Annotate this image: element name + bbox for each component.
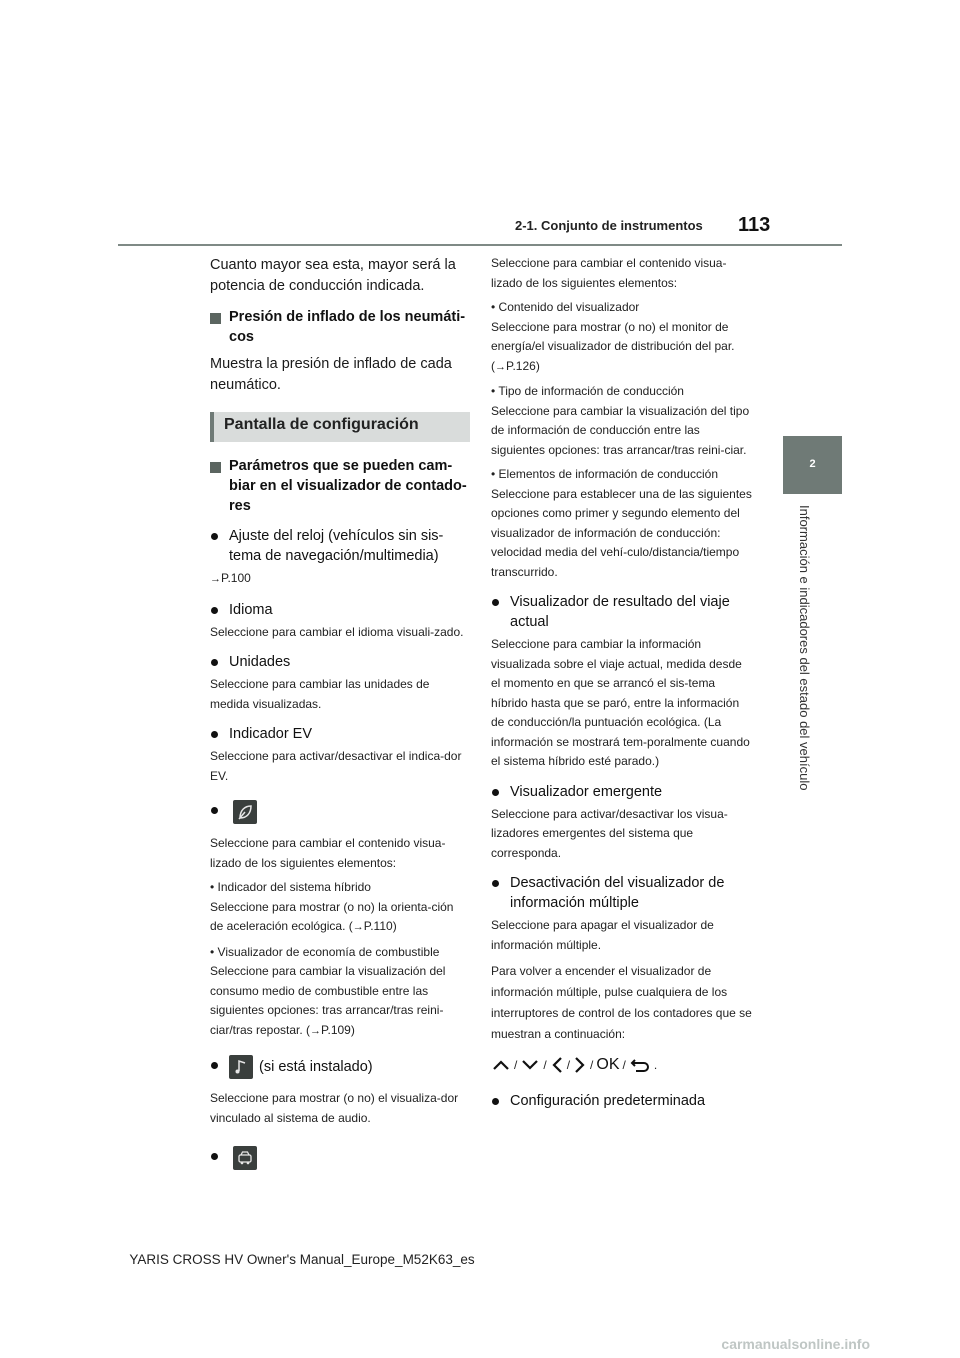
chapter-number: 2: [809, 458, 816, 470]
driving-info-items-text: Seleccione para establecer una de las siguientes opciones como primer y segundo elemento del visualizador de información de conducción: velocidad media del vehí-culo/distancia/tiempo transcurrido.: [491, 486, 752, 579]
config-section-box: [210, 412, 470, 442]
tire-pressure-text: Muestra la presión de inflado de cada neumático.: [210, 356, 452, 393]
clock-ref-page[interactable]: P.100: [221, 571, 251, 585]
display-content-body: Seleccione para mostrar (o no) el monitor de energía/el visualizador de distribución del par. (: [491, 319, 735, 373]
params-heading: Parámetros que se pueden cam-biar en el visualizador de contado-res: [210, 456, 470, 516]
music-note-icon: [229, 1055, 253, 1079]
clock-heading: Ajuste del reloj (vehículos sin sis-tema de navegación/multimedia): [210, 526, 470, 566]
popup-text: Seleccione para activar/desactivar los visua-lizadores emergentes del sistema que corresponda.: [491, 806, 728, 860]
ok-key-label: OK: [596, 1056, 620, 1073]
key-separator: /: [622, 1058, 626, 1072]
back-arrow-icon: [629, 1057, 651, 1073]
vehicle-settings-icon: [233, 1146, 257, 1170]
mid-off-heading: Desactivación del visualizador de información múltiple: [491, 873, 753, 913]
eco-bullet-1-body: Seleccione para mostrar (o no) la orienta-ción de aceleración ecológica. (: [210, 899, 454, 933]
key-end-period: .: [653, 1058, 658, 1072]
eco-heading: [210, 800, 470, 826]
display-content-text: [491, 318, 753, 378]
mid-off-text: Seleccione para apagar el visualizador de información múltiple.: [491, 918, 714, 952]
eco-leaf-icon: [233, 800, 257, 824]
units-text: Seleccione para cambiar las unidades de medida visualizadas.: [210, 677, 430, 711]
language-heading: Idioma: [210, 600, 470, 620]
eco-text: Seleccione para cambiar el contenido visua-lizado de los siguientes elementos:: [210, 836, 446, 870]
section-title: 2-1. Conjunto de instrumentos: [515, 218, 703, 233]
chevron-left-icon: [550, 1055, 564, 1075]
eco-bullet-2-ref[interactable]: P.109): [321, 1022, 355, 1037]
key-separator: /: [514, 1058, 518, 1072]
audio-heading: [210, 1055, 470, 1079]
arrow-right-icon: →: [210, 573, 221, 585]
mid-on-text: Para volver a encender el visualizador de información múltiple, pulse cualquiera de los interruptores de control de los contadores que se muestran a continuación:: [491, 964, 752, 1041]
driving-info-type-text: Seleccione para cambiar la visualización del tipo de información de conducción entre las siguientes opciones: tras arrancar/tras reini-ciar.: [491, 403, 750, 457]
audio-heading-text: (si está instalado): [259, 1059, 373, 1075]
chevron-down-icon: [520, 1058, 540, 1072]
eco-bullet-2-text: [210, 962, 470, 1041]
left-column: [210, 250, 470, 1172]
footer-text: YARIS CROSS HV Owner's Manual_Europe_M52K63_es: [129, 1252, 475, 1267]
header-rule: [118, 244, 842, 246]
vehicle-heading: [210, 1146, 470, 1172]
audio-text: Seleccione para mostrar (o no) el visualiza-dor vinculado al sistema de audio.: [210, 1091, 459, 1125]
driving-info-items-title: • Elementos de información de conducción: [491, 467, 718, 481]
watermark: carmanualsonline.info: [721, 1336, 870, 1352]
config-section-title: Pantalla de configuración: [224, 416, 419, 433]
clock-ref: [210, 569, 470, 590]
ev-heading: Indicador EV: [210, 724, 470, 744]
right-intro: Seleccione para cambiar el contenido visua-lizado de los siguientes elementos:: [491, 256, 727, 290]
chevron-right-icon: [573, 1055, 587, 1075]
popup-heading: Visualizador emergente: [491, 782, 753, 802]
right-column: [491, 250, 753, 1111]
display-content-title: • Contenido del visualizador: [491, 300, 640, 314]
trip-result-text: Seleccione para cambiar la información visualizada sobre el viaje actual, medida desde el momento en que se arrancó el sis-tema híbrido hasta que se paró, entre la información de conducción/la puntuación ecológica. (La información se mostrará tem-poralmente cuando el sistema híbrido esté parado.): [491, 637, 750, 768]
eco-bullet-1-text: [210, 898, 470, 938]
footer: [0, 1252, 960, 1267]
display-content-ref[interactable]: P.126): [506, 358, 540, 373]
chapter-side-title-text: Información e indicadores del estado del vehículo: [797, 505, 812, 791]
arrow-right-icon: →: [352, 921, 364, 933]
arrow-right-icon: →: [310, 1024, 322, 1037]
units-heading: Unidades: [210, 652, 470, 672]
chevron-up-icon: [491, 1058, 511, 1072]
language-text: Seleccione para cambiar el idioma visuali-zado.: [210, 624, 464, 639]
trip-result-heading: Visualizador de resultado del viaje actual: [491, 592, 753, 632]
chapter-side-title: [793, 505, 813, 805]
eco-bullet-1-title: • Indicador del sistema híbrido: [210, 880, 371, 894]
eco-bullet-2-body: Seleccione para cambiar la visualización del consumo medio de combustible entre las siguientes opciones: tras arrancar/tras reini-ciar/tras repostar. (: [210, 964, 446, 1037]
ev-text: Seleccione para activar/desactivar el indica-dor EV.: [210, 749, 462, 783]
key-separator: /: [590, 1058, 594, 1072]
driving-info-type-title: • Tipo de información de conducción: [491, 384, 684, 398]
default-settings-heading: Configuración predeterminada: [491, 1091, 753, 1111]
arrow-right-icon: →: [495, 360, 506, 373]
tire-pressure-heading: Presión de inflado de los neumáti-cos: [210, 307, 470, 347]
page-number: 113: [738, 214, 771, 236]
control-keys-row: [491, 1055, 753, 1075]
eco-bullet-2-title: • Visualizador de economía de combustible: [210, 944, 440, 959]
key-separator: /: [566, 1058, 571, 1072]
key-separator: /: [543, 1058, 547, 1072]
chapter-tab: [783, 436, 842, 494]
intro-paragraph: Cuanto mayor sea esta, mayor será la potencia de conducción indicada.: [210, 257, 456, 294]
eco-bullet-1-ref[interactable]: P.110): [363, 919, 397, 933]
